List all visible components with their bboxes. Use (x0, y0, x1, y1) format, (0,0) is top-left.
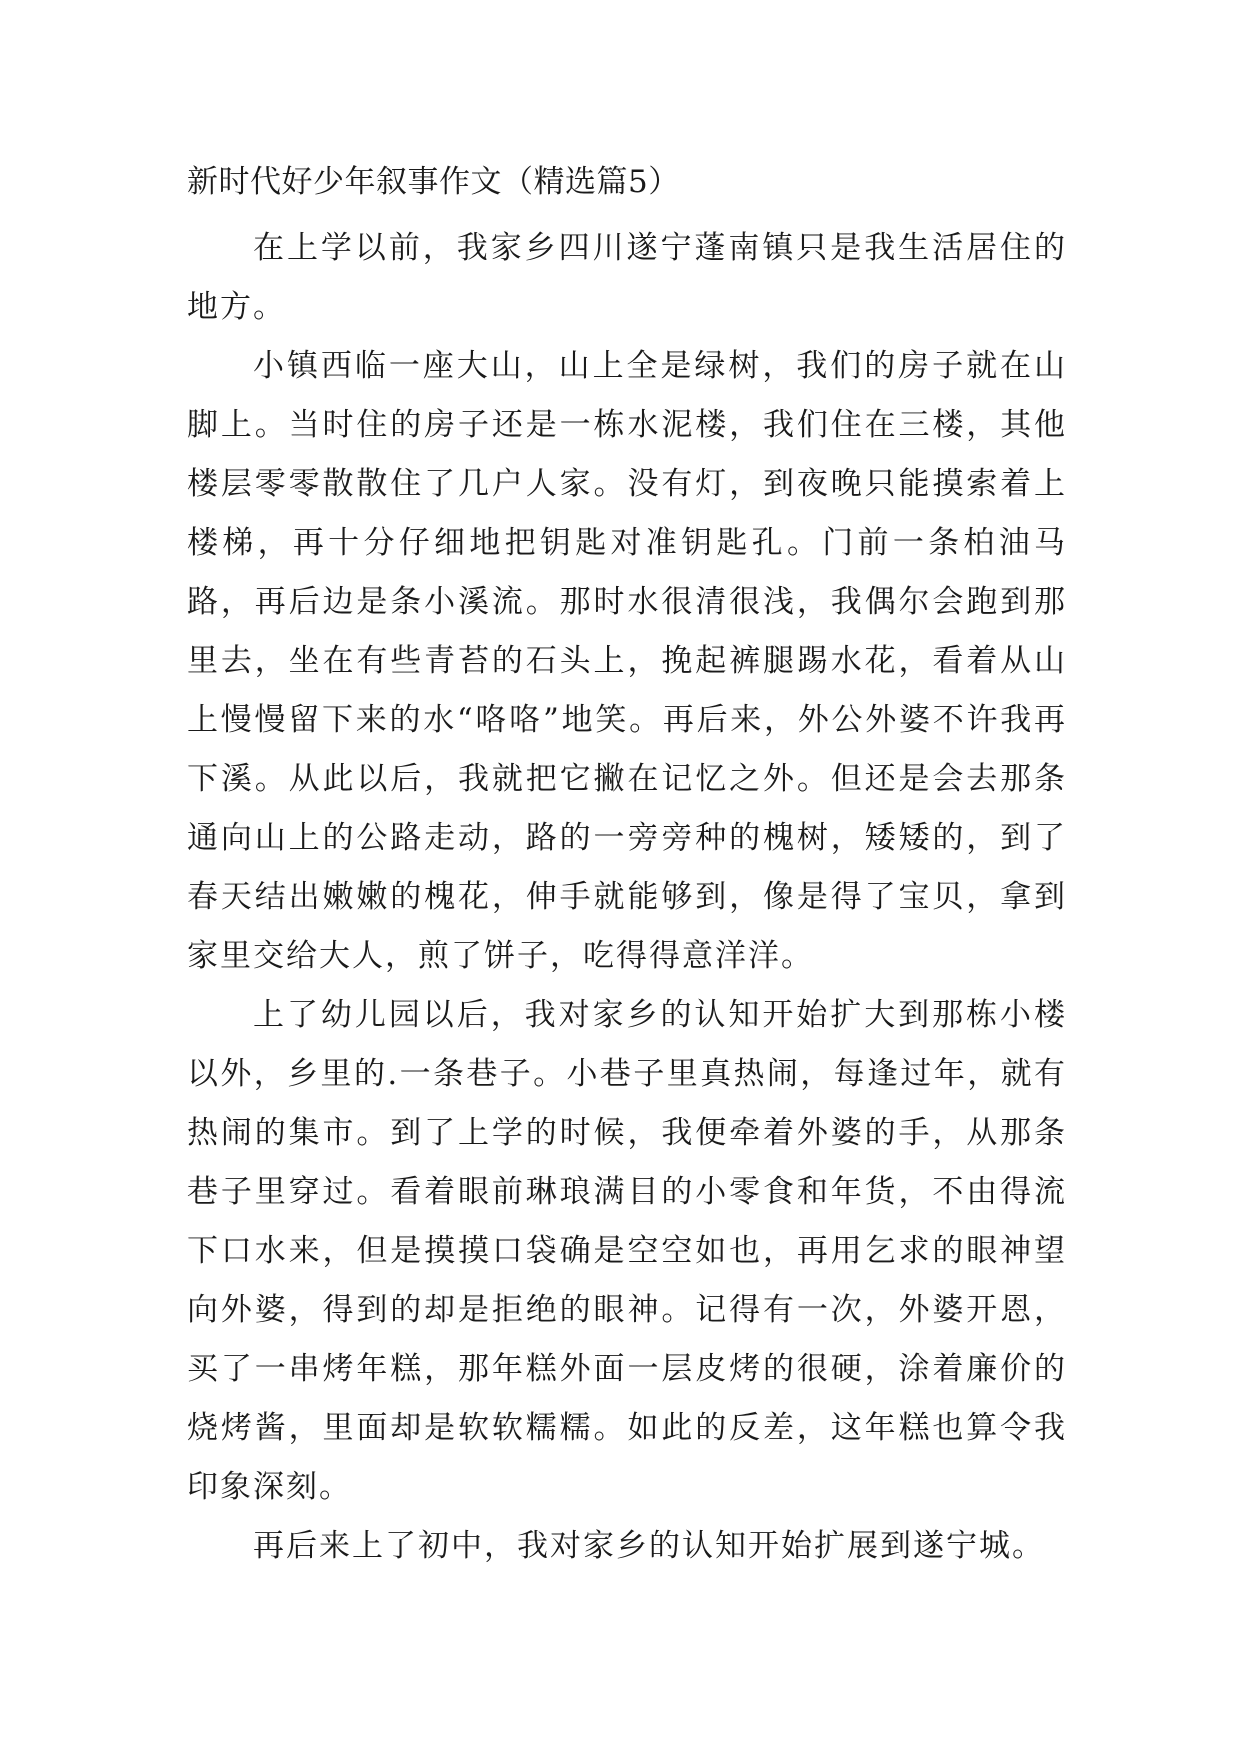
essay-body (187, 160, 1067, 1576)
paragraph-3: 上了幼儿园以后，我对家乡的认知开始扩大到那栋小楼以外，乡里的.一条巷子。小巷子里真热闹，每逢过年，就有热闹的集市。到了上学的时候，我便牵着外婆的手，从那条巷子里穿过。看着眼前琳琅满目的小零食和年货，不由得流下口水来，但是摸摸口袋确是空空如也，再用乞求的眼神望向外婆，得到的却是拒绝的眼神。记得有一次，外婆开恩，买了一串烤年糕，那年糕外面一层皮烤的很硬，涂着廉价的烧烤酱，里面却是软软糯糯。如此的反差，这年糕也算令我印象深刻。 (187, 997, 1067, 1505)
paragraph-1: 在上学以前，我家乡四川遂宁蓬南镇只是我生活居住的地方。 (187, 230, 1067, 325)
paragraph-2: 小镇西临一座大山，山上全是绿树，我们的房子就在山脚上。当时住的房子还是一栋水泥楼，我们住在三楼，其他楼层零零散散住了几户人家。没有灯，到夜晚只能摸索着上楼梯，再十分仔细地把钥匙对准钥匙孔。门前一条柏油马路，再后边是条小溪流。那时水很清很浅，我偶尔会跑到那里去，坐在有些青苔的石头上，挽起裤腿踢水花，看着从山上慢慢留下来的水“咯咯”地笑。再后来，外公外婆不许我再下溪。从此以后，我就把它撇在记忆之外。但还是会去那条通向山上的公路走动，路的一旁旁种的槐树，矮矮的，到了春天结出嫩嫩的槐花，伸手就能够到，像是得了宝贝，拿到家里交给大人，煎了饼子，吃得得意洋洋。 (187, 348, 1067, 974)
essay-title: 新时代好少年叙事作文（精选篇5） (187, 164, 680, 200)
paragraph-4: 再后来上了初中，我对家乡的认知开始扩展到遂宁城。 (253, 1528, 1045, 1564)
